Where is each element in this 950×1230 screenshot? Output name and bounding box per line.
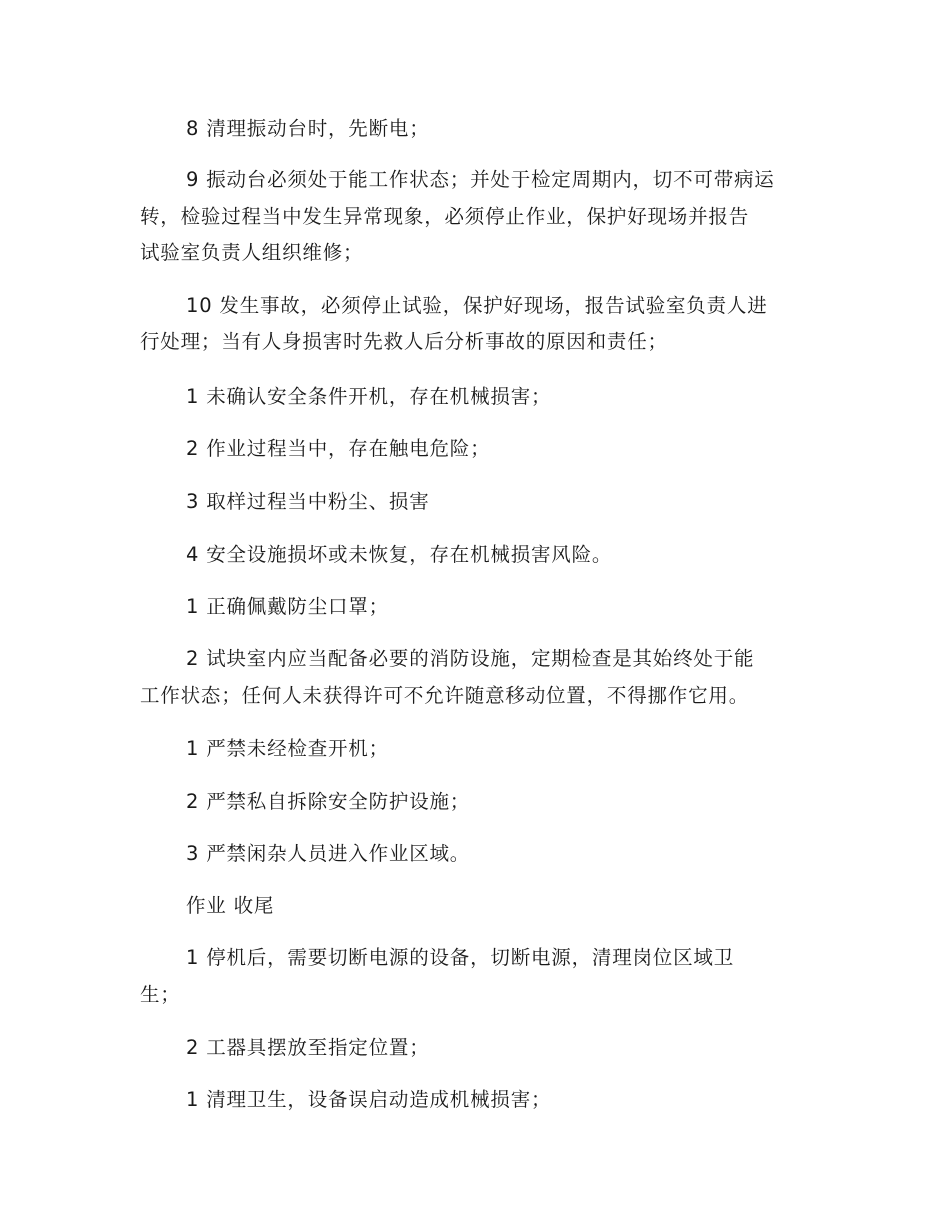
paragraph-line: 1 未确认安全条件开机，存在机械损害； — [186, 385, 552, 408]
paragraph-line: 2 严禁私自拆除安全防护设施； — [186, 790, 471, 813]
paragraph-line: 4 安全设施损坏或未恢复，存在机械损害风险。 — [186, 543, 613, 566]
paragraph-line: 生； — [140, 983, 181, 1006]
paragraph-line: 2 作业过程当中，存在触电危险； — [186, 437, 491, 460]
paragraph-line: 9 振动台必须处于能工作状态；并处于检定周期内，切不可带病运 — [186, 168, 775, 191]
paragraph-line: 2 工器具摆放至指定位置； — [186, 1036, 430, 1059]
paragraph-line: 10 发生事故，必须停止试验，保护好现场，报告试验室负责人进 — [186, 294, 768, 317]
paragraph-line: 转，检验过程当中发生异常现象，必须停止作业，保护好现场并报告 — [140, 205, 750, 228]
paragraph-line: 行处理；当有人身损害时先救人后分析事故的原因和责任； — [140, 330, 668, 353]
section-heading: 作业 收尾 — [186, 894, 275, 917]
paragraph-line: 1 严禁未经检查开机； — [186, 737, 389, 760]
paragraph-line: 1 正确佩戴防尘口罩； — [186, 595, 389, 618]
paragraph-line: 3 严禁闲杂人员进入作业区域。 — [186, 842, 471, 865]
paragraph-line: 8 清理振动台时，先断电； — [186, 117, 430, 140]
paragraph-line: 1 清理卫生，设备误启动造成机械损害； — [186, 1088, 552, 1111]
paragraph-line: 1 停机后，需要切断电源的设备，切断电源，清理岗位区域卫 — [186, 946, 735, 969]
paragraph-line: 工作状态；任何人未获得许可不允许随意移动位置，不得挪作它用。 — [140, 684, 750, 707]
paragraph-line: 3 取样过程当中粉尘、损害 — [186, 490, 430, 513]
paragraph-line: 试验室负责人组织维修； — [140, 241, 364, 264]
paragraph-line: 2 试块室内应当配备必要的消防设施，定期检查是其始终处于能 — [186, 647, 755, 670]
